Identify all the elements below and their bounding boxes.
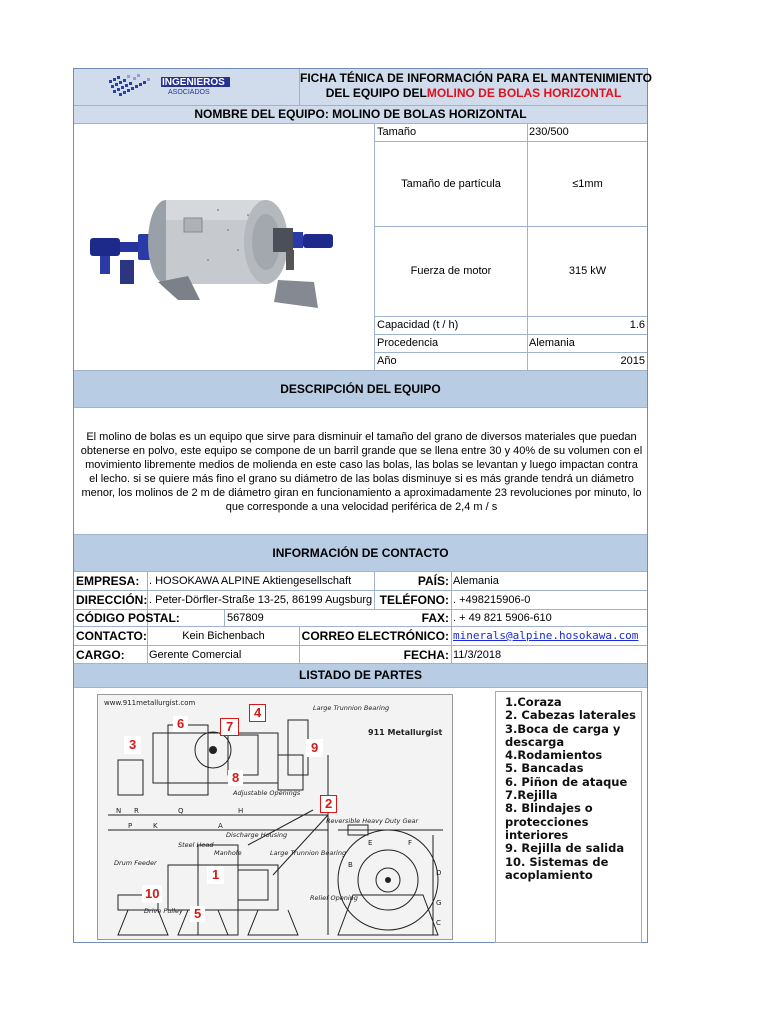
spec-value-origin: Alemania bbox=[529, 337, 575, 349]
diagram-marker-8: 8 bbox=[228, 770, 243, 786]
spec-value-motor: 315 kW bbox=[568, 265, 607, 277]
fecha-value: 11/3/2018 bbox=[453, 649, 502, 661]
spec-label-capacity: Capacidad (t / h) bbox=[377, 319, 459, 331]
spec-label-origin: Procedencia bbox=[377, 337, 439, 349]
ball-mill-diagram bbox=[97, 694, 453, 940]
diagram-marker-10: 10 bbox=[142, 885, 162, 903]
parts-list bbox=[495, 691, 642, 943]
svg-text:E: E bbox=[368, 839, 373, 847]
fax-value: . + 49 821 5906-610 bbox=[453, 612, 552, 624]
svg-text:H: H bbox=[238, 807, 244, 815]
cargo-label: CARGO: bbox=[76, 648, 125, 662]
parts-heading: LISTADO DE PARTES bbox=[299, 668, 422, 682]
logo-sub: ASOCIADOS bbox=[168, 89, 210, 96]
svg-text:Large Trunnion Bearing: Large Trunnion Bearing bbox=[313, 704, 390, 712]
diagram-marker-2: 2 bbox=[320, 795, 337, 813]
list-item: 6. Piñon de ataque bbox=[505, 774, 628, 789]
telefono-value: . +498215906-0 bbox=[453, 594, 531, 606]
diagram-marker-7: 7 bbox=[220, 718, 239, 736]
svg-text:Drive Pulley: Drive Pulley bbox=[144, 907, 183, 915]
spec-value-size: 230/500 bbox=[529, 126, 569, 138]
direccion-label: DIRECCIÓN: bbox=[76, 593, 148, 607]
spec-value-capacity: 1.6 bbox=[629, 319, 645, 331]
empresa-label: EMPRESA: bbox=[76, 574, 140, 588]
codigo-label: CÓDIGO POSTAL: bbox=[76, 611, 180, 625]
contact-heading: INFORMACIÓN DE CONTACTO bbox=[272, 546, 449, 560]
svg-text:N: N bbox=[116, 807, 122, 815]
codigo-value: 567809 bbox=[227, 612, 264, 624]
correo-label: CORREO ELECTRÓNICO: bbox=[301, 629, 449, 643]
logo-brand: INGENIEROS bbox=[162, 77, 225, 88]
description-text: El molino de bolas es un equipo que sirve para disminuir el tamaño del grano de diversos materiales que puedan obtenerse en polvo, este equipo se compone de un barril grande que se llena entre 30 y 40% de su volumen con el movimiento libremente medios de molienda en este caso las bolas, las bolas se levantan y luego impactan contra el lecho. si se quiere más fino el grano su diámetro de las bolas disminuye si es más grande tendrá un diámetro menor, los molinos de 2 m de diámetro giran en funcionamiento a aproximadamente 23 revoluciones por minuto, lo que corresponde a una velocidad periférica de 2,4 m / s bbox=[80, 431, 643, 513]
svg-text:Manhole: Manhole bbox=[214, 849, 242, 857]
description-heading: DESCRIPCIÓN DEL EQUIPO bbox=[280, 382, 441, 396]
list-item: 10. Sistemas de acoplamiento bbox=[505, 854, 609, 882]
pais-label: PAÍS: bbox=[417, 574, 449, 588]
list-item: 3.Boca de carga y descarga bbox=[505, 721, 621, 749]
diagram-marker-4: 4 bbox=[249, 704, 266, 722]
svg-text:G: G bbox=[436, 899, 442, 907]
diagram-marker-3: 3 bbox=[124, 736, 141, 754]
svg-text:Reversible Heavy Duty Gear: Reversible Heavy Duty Gear bbox=[326, 817, 419, 825]
svg-text:C: C bbox=[436, 919, 441, 927]
list-item: 4.Rodamientos bbox=[505, 748, 603, 763]
svg-text:K: K bbox=[153, 822, 158, 830]
list-item: 9. Rejilla de salida bbox=[505, 841, 625, 856]
svg-text:F: F bbox=[408, 839, 413, 847]
svg-text:Adjustable Openings: Adjustable Openings bbox=[233, 789, 301, 797]
spec-value-particle: ≤1mm bbox=[572, 178, 603, 190]
spec-label-particle: Tamaño de partícula bbox=[401, 178, 501, 190]
list-item: 1.Coraza bbox=[505, 695, 562, 709]
contacto-value: Kein Bichenbach bbox=[182, 630, 265, 642]
cargo-value: Gerente Comercial bbox=[149, 649, 242, 661]
svg-text:D: D bbox=[436, 869, 442, 877]
fecha-label: FECHA: bbox=[403, 648, 449, 662]
diagram-marker-1: 1 bbox=[207, 866, 224, 884]
title-highlight: MOLINO DE BOLAS HORIZONTAL bbox=[426, 86, 622, 100]
sheet-title-line1: FICHA TÉNICA DE INFORMACIÓN PARA EL MANTENIMIENTO bbox=[300, 71, 652, 85]
telefono-label: TELÉFONO: bbox=[379, 593, 449, 607]
spec-label-motor: Fuerza de motor bbox=[410, 265, 492, 277]
svg-text:Discharge Housing: Discharge Housing bbox=[226, 831, 288, 839]
pais-value: Alemania bbox=[453, 575, 499, 587]
svg-text:A: A bbox=[218, 822, 223, 830]
diagram-marker-6: 6 bbox=[173, 716, 188, 732]
svg-text:Steel Head: Steel Head bbox=[178, 841, 214, 849]
spec-value-year: 2015 bbox=[620, 355, 645, 367]
direccion-value: . Peter-Dörfler-Straße 13-25, 86199 Augsburg bbox=[149, 594, 373, 606]
sheet-title-line2: DEL EQUIPO DELMOLINO DE BOLAS HORIZONTAL bbox=[325, 86, 622, 100]
equipment-name: NOMBRE DEL EQUIPO: MOLINO DE BOLAS HORIZONTAL bbox=[194, 107, 527, 121]
fax-label: FAX: bbox=[421, 611, 449, 625]
empresa-value: . HOSOKAWA ALPINE Aktiengesellschaft bbox=[149, 575, 352, 587]
correo-link[interactable]: minerals@alpine.hosokawa.com bbox=[453, 629, 639, 642]
svg-text:B: B bbox=[348, 861, 353, 869]
ball-mill-photo bbox=[88, 190, 348, 315]
spec-label-year: Año bbox=[377, 355, 397, 367]
contacto-label: CONTACTO: bbox=[76, 629, 147, 643]
svg-text:Relief Opening: Relief Opening bbox=[310, 894, 358, 902]
list-item: 8. Blindajes o protecciones interiores bbox=[505, 801, 593, 842]
spec-label-size: Tamaño bbox=[377, 126, 417, 138]
list-item: 5. Bancadas bbox=[505, 761, 584, 776]
list-item: 7.Rejilla bbox=[505, 788, 558, 803]
diagram-marker-5: 5 bbox=[190, 906, 205, 922]
svg-text:Drum Feeder: Drum Feeder bbox=[114, 859, 157, 867]
svg-text:R: R bbox=[134, 807, 139, 815]
svg-text:Q: Q bbox=[178, 807, 184, 815]
svg-text:P: P bbox=[128, 822, 133, 830]
list-item: 2. Cabezas laterales bbox=[505, 708, 636, 723]
diagram-brand: 911 Metallurgist bbox=[368, 728, 443, 737]
svg-text:Large Trunnion Bearing: Large Trunnion Bearing bbox=[270, 849, 347, 857]
diagram-marker-9: 9 bbox=[306, 739, 323, 757]
diagram-site: www.911metallurgist.com bbox=[104, 699, 196, 707]
